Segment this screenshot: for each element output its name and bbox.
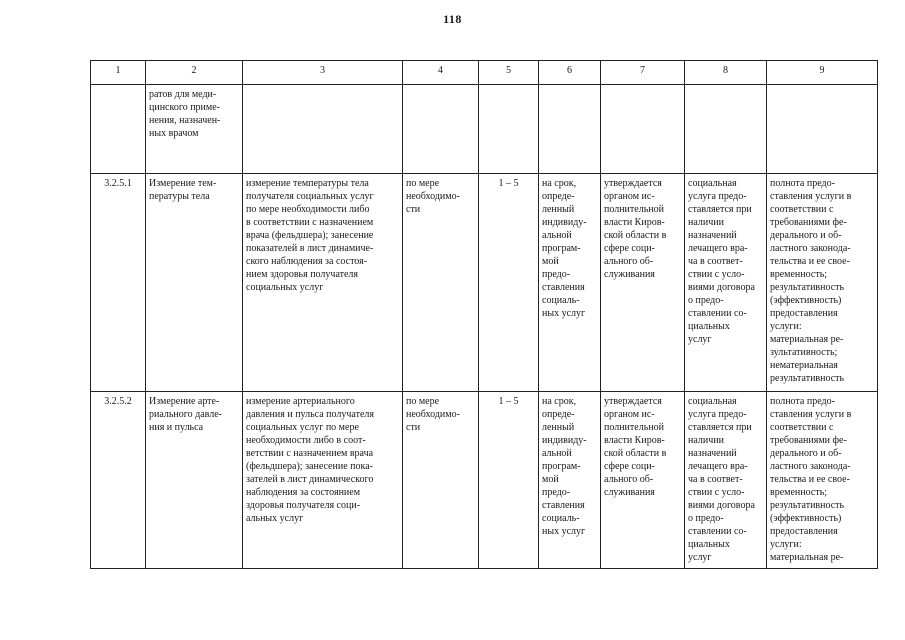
services-table <box>90 60 878 569</box>
service-frequency: по мере необходимо- сти <box>403 174 479 392</box>
service-name-continuation: ратов для меди- цинского приме- нения, назначен- ных врачом <box>146 85 243 174</box>
column-header: 9 <box>767 61 878 85</box>
service-quality: полнота предо- ставления услуги в соответствии с требованиями фе- дерального и об- ластного законода- тельства и ее свое- временность; результативность (эффективность) предоставления услуги: материальная ре- зультативность; нематериальная результативность <box>767 174 878 392</box>
column-header: 3 <box>243 61 403 85</box>
service-period: на срок, опреде- ленный индивиду- альной програм- мой предо- ставления социаль- ных услуг <box>539 392 601 569</box>
column-header: 7 <box>601 61 685 85</box>
table-cell <box>539 85 601 174</box>
table-cell <box>767 85 878 174</box>
column-header: 6 <box>539 61 601 85</box>
table-cell <box>601 85 685 174</box>
table-cell <box>91 85 146 174</box>
header-row <box>91 61 878 85</box>
column-header: 4 <box>403 61 479 85</box>
service-approval: утверждается органом ис- полнительной власти Киров- ской области в сфере соци- ального об- служивания <box>601 174 685 392</box>
service-conditions: социальная услуга предо- ставляется при наличии назначений лечащего вра- ча в соответ- ствии с усло- виями договора о предо- ставлении со- циальных услуг <box>685 392 767 569</box>
page-number: 118 <box>443 12 462 26</box>
service-description: измерение температуры тела получателя социальных услуг по мере необходимости либо в соответствии с назначением врача (фельдшера); занесение показателей в лист динамиче- ского наблюдения за состоя- нием здоровья получателя социальных услуг <box>243 174 403 392</box>
service-quality: полнота предо- ставления услуги в соответствии с требованиями фе- дерального и об- ластного законода- тельства и ее свое- временность; результативность (эффективность) предоставления услуги: материальная ре- <box>767 392 878 569</box>
column-header: 8 <box>685 61 767 85</box>
service-approval: утверждается органом ис- полнительной власти Киров- ской области в сфере соци- ального об- служивания <box>601 392 685 569</box>
table-row <box>91 174 878 392</box>
service-range: 1 – 5 <box>479 174 539 392</box>
column-header: 5 <box>479 61 539 85</box>
service-name: Измерение арте- риального давле- ния и пульса <box>146 392 243 569</box>
service-range: 1 – 5 <box>479 392 539 569</box>
service-name: Измерение тем- пературы тела <box>146 174 243 392</box>
service-conditions: социальная услуга предо- ставляется при наличии назначений лечащего вра- ча в соответ- ствии с усло- виями договора о предо- ставлении со- циальных услуг <box>685 174 767 392</box>
table-cell <box>403 85 479 174</box>
column-header: 2 <box>146 61 243 85</box>
service-frequency: по мере необходимо- сти <box>403 392 479 569</box>
table-cell <box>685 85 767 174</box>
service-code: 3.2.5.1 <box>91 174 146 392</box>
continuation-row <box>91 85 878 174</box>
column-header: 1 <box>91 61 146 85</box>
service-period: на срок, опреде- ленный индивиду- альной програм- мой предо- ставления социаль- ных услуг <box>539 174 601 392</box>
service-code: 3.2.5.2 <box>91 392 146 569</box>
table-cell <box>479 85 539 174</box>
table-cell <box>243 85 403 174</box>
table-row <box>91 392 878 569</box>
service-description: измерение артериального давления и пульса получателя социальных услуг по мере необходимости либо в соот- ветствии с назначением врача (фельдшера); занесение пока- зателей в лист динамического наблюдения за состоянием здоровья получателя соци- альных услуг <box>243 392 403 569</box>
